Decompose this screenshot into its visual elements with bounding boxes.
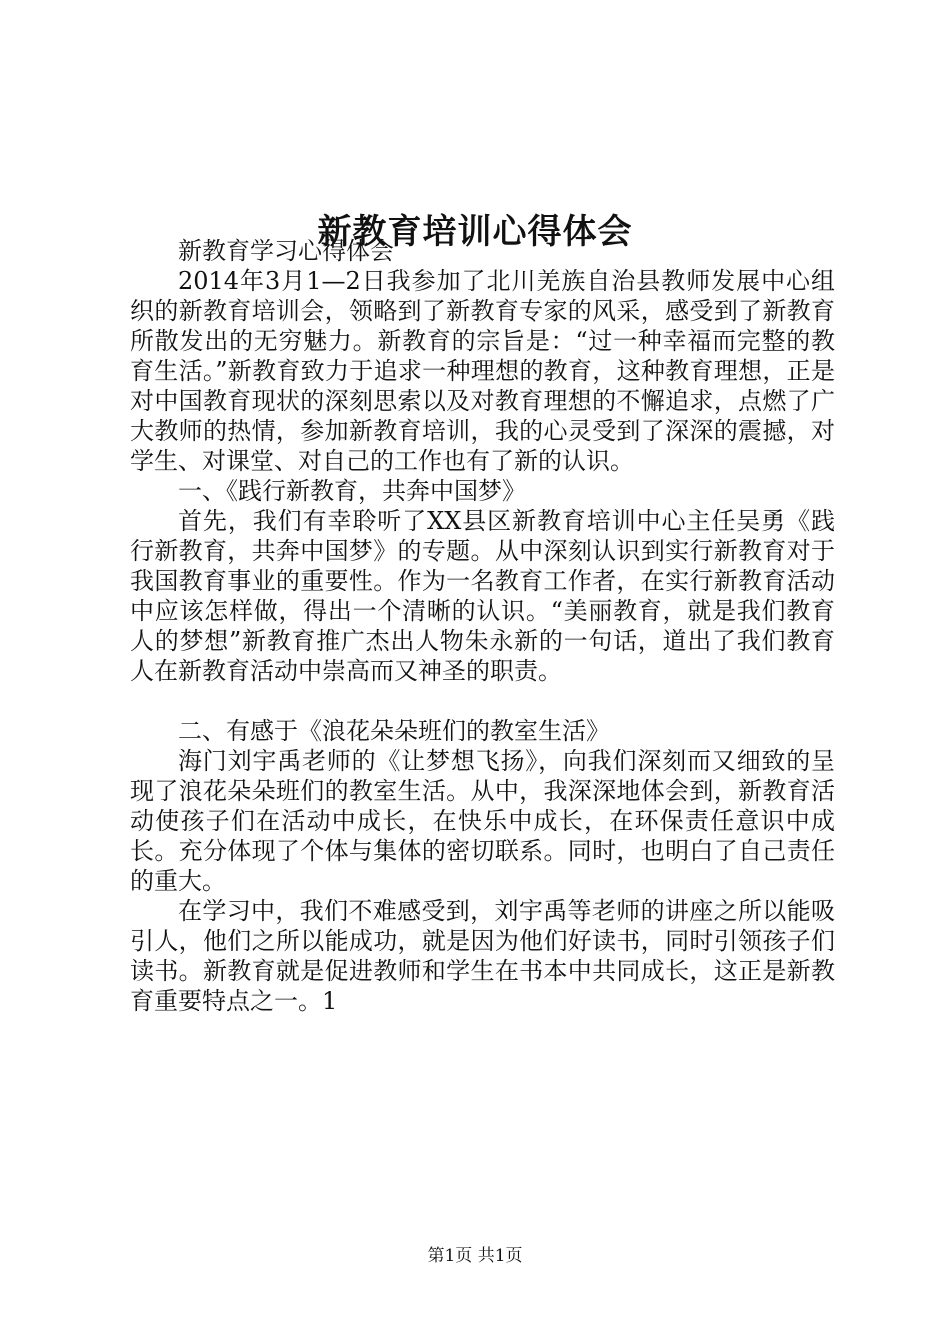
document-title: 新教育培训心得体会 <box>317 211 633 252</box>
intro-paragraph: 2014年3月1—2日我参加了北川羌族自治县教师发展中心组织的新教育培训会，领略到了新教育专家的风采，感受到了新教育所散发出的无穷魅力。新教育的宗旨是：“过一种幸福而完整的教育生活。”新教育致力于追求一种理想的教育，这种教育理想，正是对中国教育现状的深刻思索以及对教育理想的不懈追求，点燃了广大教师的热情，参加新教育培训，我的心灵受到了深深的震撼，对学生、对课堂、对自己的工作也有了新的认识。 <box>130 267 835 475</box>
section-heading-2: 二、有感于《浪花朵朵班们的教室生活》 <box>178 717 610 745</box>
subtitle-paragraph: 新教育学习心得体会 <box>178 237 394 265</box>
section-1-paragraph: 首先，我们有幸聆听了XX县区新教育培训中心主任吴勇《践行新教育，共奔中国梦》的专题。从中深刻认识到实行新教育对于我国教育事业的重要性。作为一名教育工作者，在实行新教育活动中应该怎样做，得出一个清晰的认识。“美丽教育，就是我们教育人的梦想”新教育推广杰出人物朱永新的一句话，道出了我们教育人在新教育活动中崇高而又神圣的职责。 <box>130 507 835 685</box>
page-footer: 第1页 共1页 <box>427 1246 523 1266</box>
closing-paragraph: 在学习中，我们不难感受到，刘宇禹等老师的讲座之所以能吸引人，他们之所以能成功，就是因为他们好读书，同时引领孩子们读书。新教育就是促进教师和学生在书本中共同成长，这正是新教育重要特点之一。1 <box>130 897 835 1015</box>
section-2-paragraph: 海门刘宇禹老师的《让梦想飞扬》，向我们深刻而又细致的呈现了浪花朵朵班们的教室生活。从中，我深深地体会到，新教育活动使孩子们在活动中成长，在快乐中成长，在环保责任意识中成长。充分体现了个体与集体的密切联系。同时，也明白了自己责任的重大。 <box>130 747 835 895</box>
document-body <box>130 236 835 1016</box>
section-heading-1: 一、《践行新教育，共奔中国梦》 <box>178 477 526 505</box>
